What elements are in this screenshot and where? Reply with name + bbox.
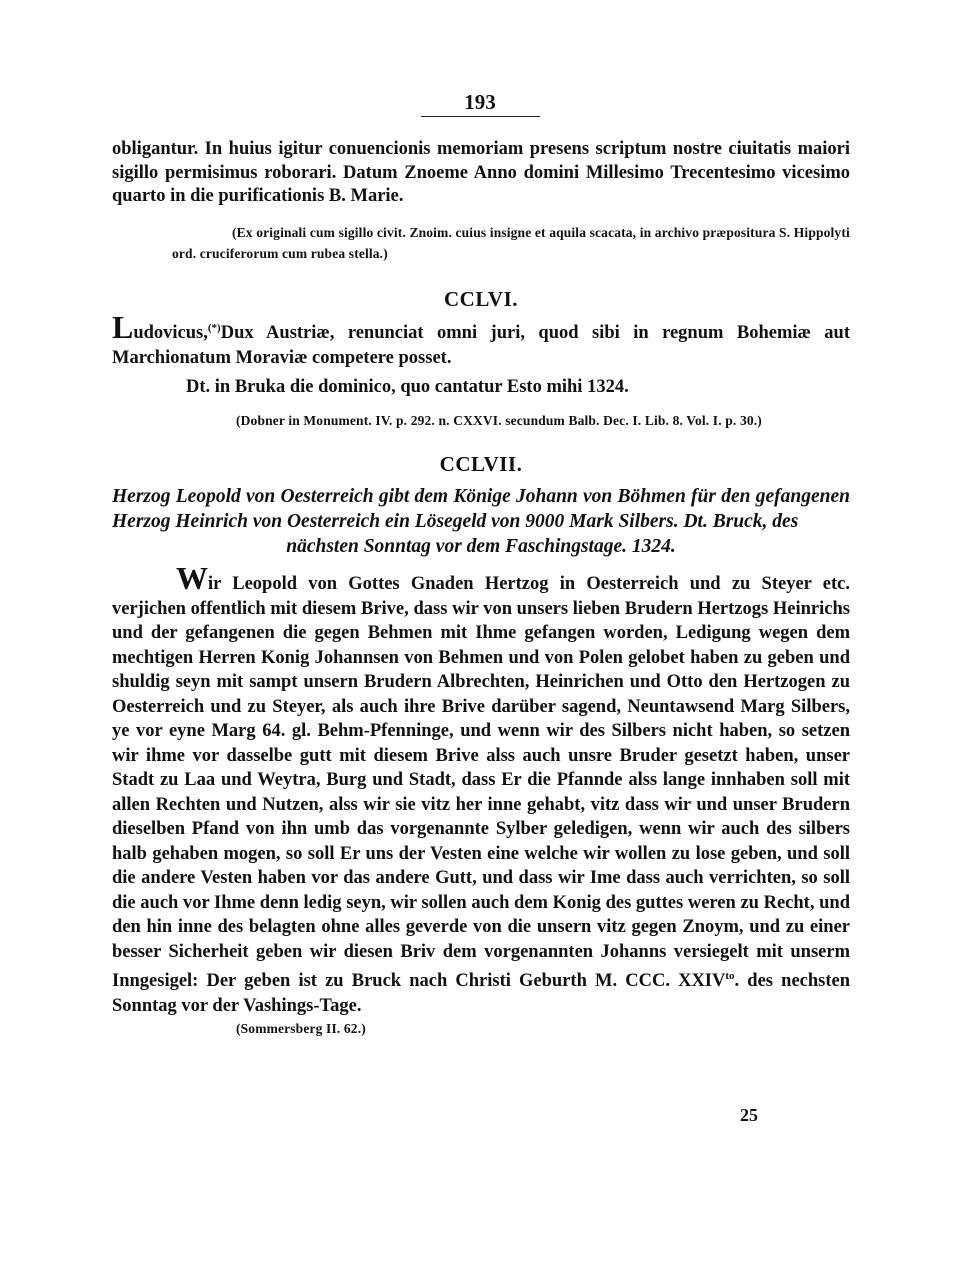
document-257-source-block (236, 1018, 636, 1039)
page-number: 193 (464, 90, 496, 114)
document-257-regest-main: Herzog Leopold von Oesterreich gibt dem Könige Johann von Böhmen für den gefangenen Herzog Heinrich von Oesterreich ein Lösegeld von 9000 Mark Silbers. Dt. Bruck, des (112, 486, 850, 532)
document-257-text-1: ir Leopold von Gottes Gnaden Hertzog in Oesterreich und zu Steyer etc. verjichen offentlich mit diesem Brive, dass wir von unsers lieben Brudern Hertzogs Heinrichs und der gefangenen die gegen Behmen mit Ihme gefangen worden, Ledigung wegen dem mechtigen Herren Konig Johannsen von Behmen und von Polen gelobet haben zu geben und shuldig seyn mit sampt unsern Brudern Albrechten, Heinrichen und Otto den Hertzogen zu Oesterreich und zu Steyer, als auch ihre Brive darüber sagend, Neuntawsend Marg Silbers, ye vor eyne Marg 64. gl. Behm-Pfenninge, und wenn wir des Silbers nicht haben, so setzen wir ihme vor dasselbe gutt mit diesem Brive alss auch unsre Bruder gesetzt haben, unser Stadt zu Laa und Weytra, Burg und Stadt, dass Er die Pfannde alss lange innhaben soll mit allen Rechten und Nutzen, alss wir sie vitz her inne gehabt, vitz dass wir und unser Brudern dieselben Pfand von ihn umb das vorgenannte Sylber geledigen, wenn wir auch des silbers halb gehaben mogen, so soll Er uns der Vesten eine welche wir wollen zu lose geben, und soll die andere Vesten haben vor das andere Gutt, und dass wir Ime dass auch verrichten, so soll die auch vor Ihme denn ledig seyn, wir sollen auch dem Konig des guttes weren zu Recht, und den hin inne des belagten ohne alles geverde von die unsern vitz gegen Znoym, und zu einer besser Sicherheit geben wir diesen Briv dem vorgenannten Johanns versiegelt mit unserm Inngesigel: Der geben ist zu Bruck nach Christi Geburth M. CCC. XXIV (112, 574, 850, 992)
header-rule (421, 116, 540, 117)
carryover-source-block (172, 222, 850, 264)
document-256-number: CCLVI. (444, 287, 518, 311)
document-256-date: Dt. in Bruka die dominico, quo cantatur Esto mihi 1324. (186, 377, 629, 398)
document-257-number: CCLVII. (439, 452, 523, 476)
document-257-text-2: . des nechsten Sonntag vor der Vashings-Tage. (112, 971, 851, 1016)
document-257-body (112, 560, 851, 1018)
carryover-source: (Ex originali cum sigillo civit. Znoim. cuius insigne et aquila scacata, in archivo præpositura S. Hippolyti ord. cruciferorum cum rubea stella.) (172, 225, 850, 261)
initial-l: L (112, 309, 134, 346)
document-256-body (112, 309, 850, 400)
document-257-text (112, 560, 851, 1018)
carryover-text: obligantur. In huius igitur conuencionis memoriam presens scriptum nostre ciuitatis maiori sigillo permisimus roborari. Datum Znoeme Anno domini Millesimo Trecentesimo vicesimo quarto in die purificationis B. Marie. (112, 139, 850, 207)
date-superscript: to (725, 970, 735, 982)
document-257-regest-last: nächsten Sonntag vor dem Faschingstage. 1324. (286, 536, 676, 557)
document-257-regest-block (112, 484, 850, 559)
document-256 (112, 287, 850, 312)
signature-mark: 25 (740, 1105, 758, 1125)
document-256-source: (Dobner in Monument. IV. p. 292. n. CXXVI. secundum Balb. Dec. I. Lib. 8. Vol. I. p. 30.) (236, 413, 762, 428)
initial-w: W (176, 560, 208, 596)
carryover-section (112, 138, 850, 209)
document-257 (112, 452, 850, 477)
document-256-regest (112, 309, 850, 371)
document-256-text-2: Dux Austriæ, renunciat omni juri, quod sibi in regnum Bohemiæ aut Marchionatum Moraviæ competere posset. (112, 323, 850, 369)
document-257-source: (Sommersberg II. 62.) (236, 1021, 366, 1036)
document-256-text-1: udovicus, (133, 323, 208, 344)
document-256-source-block (236, 410, 850, 431)
footnote-mark: (*) (207, 322, 221, 334)
document-257-regest (112, 484, 850, 559)
